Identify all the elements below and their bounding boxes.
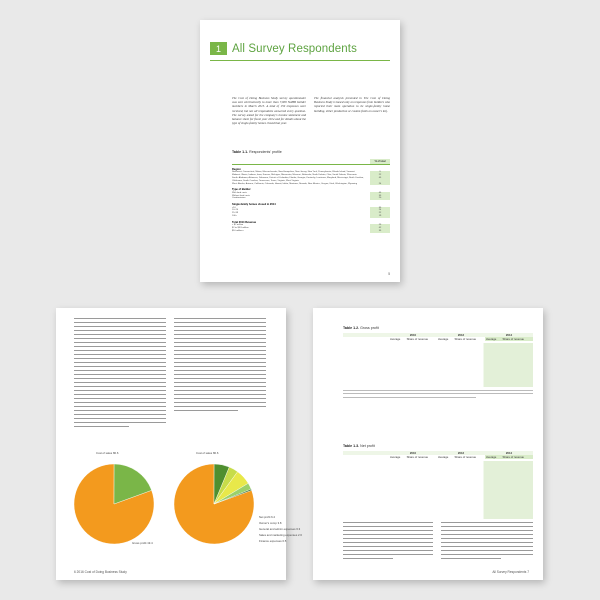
page-number: 5 — [388, 272, 390, 276]
intro-text-left: The Cost of Doing Business Study survey questionnaire was sent electronically to more than 7,000 NAHB builder members in March 2015. A total of 159 responses were received, but not all respondents answered every question. The survey asked for the company's income statement and balance sheet for fiscal year 2014 and for details about the type of single-family homes closed that year. — [232, 96, 306, 126]
profile-section-heading: Total 2014 Revenue — [232, 220, 257, 224]
profile-row: With land costs 45 — [232, 192, 390, 195]
year-header: 2012 — [437, 333, 485, 337]
intro-text-right: The financial analysis presented in The Cost of Doing Business Study is based only on responses from builders who reported their main operation to be single-family home building, either production or custom (both on owner's lot). — [314, 96, 390, 113]
pie-label: Net profit 6.2 — [259, 515, 276, 519]
pie-label: Cost of sales 80.6 — [196, 451, 219, 455]
page-cost-of-sales-charts — [56, 308, 302, 580]
profile-row: Midwest: Illinois, Indiana, Iowa, Kansas, Michigan, Minnesota, Missouri, Nebraska, North Dakota, Ohio, South Dakota, Wisconsin 22 — [232, 174, 390, 177]
pie-label: General and admin expenses 6.3 — [259, 527, 301, 531]
page-respondents-profile — [200, 20, 400, 282]
year-header: 2014 — [485, 451, 533, 455]
profile-row: Northeast: Connecticut, Maine, Massachusetts, New Hampshire, New Jersey, New York, Pennsylvania, Rhode Island, Vermont 9 — [232, 171, 390, 174]
profile-row: West: Alaska, Arizona, California, Colorado, Hawaii, Idaho, Montana, Nevada, New Mexico, Oregon, Utah, Washington, Wyoming 24 — [232, 183, 390, 186]
year-header: 2012 — [437, 451, 485, 455]
profile-row: South: Alabama, Arkansas, Delaware, District of Columbia, Florida, Georgia, Kentucky, Louisiana, Maryland, Mississippi, North Carolina, Oklahoma, South Carolina, Tennessee, Texas, Virginia, West Virginia 45 — [232, 177, 390, 183]
pie-label: Sales and marketing expenses 2.6 — [259, 533, 302, 537]
profile-section-heading: Region — [232, 168, 241, 171]
chapter-heading — [210, 42, 357, 55]
profile-row: $10 million+ 35 — [232, 230, 390, 233]
table-1-2-notes — [343, 390, 533, 400]
profile-row: 100+ 19 — [232, 215, 390, 218]
chapter-rule — [210, 60, 390, 61]
net-profit-table-body — [387, 461, 533, 519]
profile-row: Condominium 20 — [232, 197, 390, 200]
profile-row: < $2 million 23 — [232, 224, 390, 227]
net-profit-table: 2010 2012 2014 Average Share of revenue Average Share of revenue Average Share of revenue — [343, 451, 533, 519]
chapter-number-badge: 1 — [210, 42, 227, 55]
page-profit-tables — [313, 308, 543, 580]
pie-label: Owner's comp 3.8 — [259, 521, 282, 525]
page-footer-right: All Survey Respondents 7 — [492, 570, 529, 574]
profile-row: <10 35 — [232, 207, 390, 210]
gross-profit-table: 2010 2012 2014 Average Share of revenue Average Share of revenue Average Share of revenue — [343, 333, 533, 387]
chapter-title: All Survey Respondents — [232, 42, 357, 55]
profile-section-heading: Type of Builder — [232, 188, 251, 192]
table-1-3-caption: Table 1.3. Net profit — [343, 444, 375, 448]
table-1-2-caption: Table 1.2. Gross profit — [343, 326, 379, 330]
profile-table-header: % of total — [232, 159, 390, 165]
respondents-profile-table — [232, 159, 390, 233]
pie-label: Finance expenses 0.5 — [259, 539, 287, 543]
year-header: 2010 — [389, 451, 437, 455]
gross-profit-table-body — [387, 343, 533, 387]
year-header: 2010 — [389, 333, 437, 337]
body-text-column-1 — [343, 522, 433, 562]
table-1-1-caption: Table 1.1. Respondents' profile — [232, 150, 282, 154]
page-footer-left: 6 2016 Cost of Doing Business Study — [74, 570, 127, 574]
year-header: 2014 — [485, 333, 533, 337]
profile-row: 25–99 22 — [232, 212, 390, 215]
profile-row: $2 to $9.9 million 42 — [232, 227, 390, 230]
pie-label: Gross profit 19.4 — [132, 541, 153, 545]
profile-row: 10–24 24 — [232, 209, 390, 212]
pie-chart-gross-profit — [56, 308, 302, 580]
profile-row: Without land costs 35 — [232, 195, 390, 198]
pie-label: Cost of sales 80.6 — [96, 451, 119, 455]
profile-section-heading: Single-family homes closed in 2014 — [232, 203, 276, 207]
body-text-column-2 — [441, 522, 533, 562]
